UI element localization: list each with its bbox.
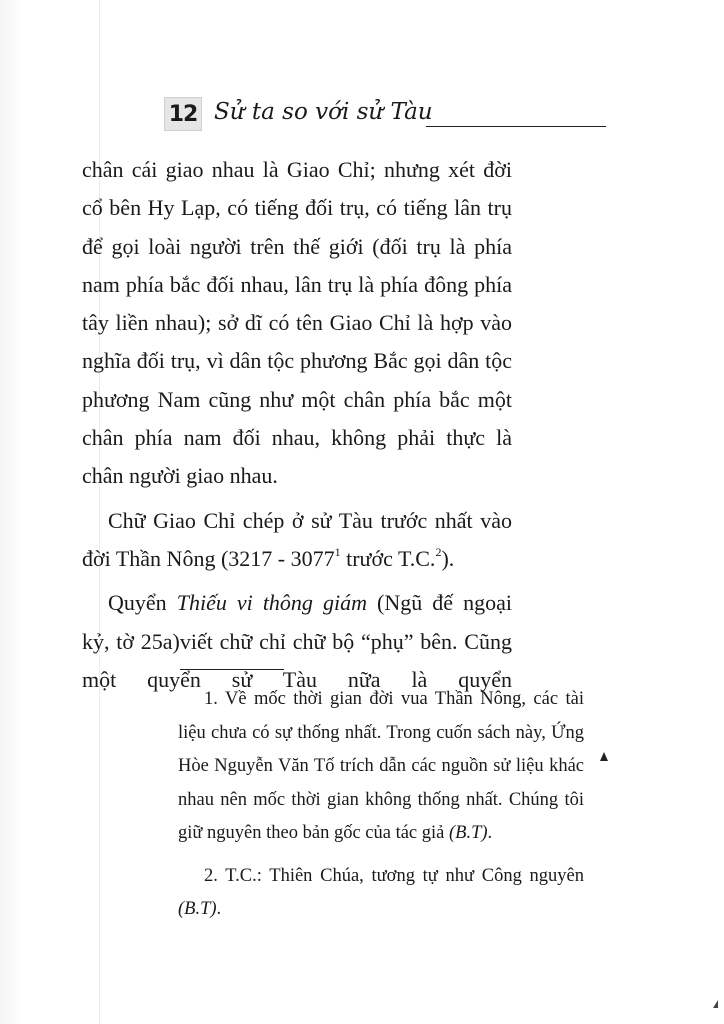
page-number: 12 [164,97,202,131]
paragraph-3 [82,584,512,699]
scan-corner-mark [713,1000,718,1008]
footnote-2-source: (B.T) [178,899,217,919]
footnote-1-end: . [487,823,493,843]
page-header [164,93,620,137]
footnote-ref-1: 1 [334,544,341,559]
footnotes [178,683,584,927]
paragraph-1: chân cái giao nhau là Giao Chỉ; nhưng xét đời cổ bên Hy Lạp, có tiếng đối trụ, có tiếng lân trụ để gọi loài người trên thế giới (đối trụ là phía nam phía bắc đối nhau, lân trụ là phía đông phía tây liền nhau); sở dĩ có tên Giao Chỉ là hợp vào nghĩa đối trụ, vì dân tộc phương Bắc gọi dân tộc phương Nam cũng như một chân phía bắc một chân phía nam đối nhau, không phải thực là chân người giao nhau. [82,157,512,489]
paragraph-2-middle: trước T.C. [340,545,436,571]
footnote-1-text: 1. Về mốc thời gian đời vua Thần Nông, các tài liệu chưa có sự thống nhất. Trong cuốn sách này, Ứng Hòe Nguyễn Văn Tố trích dẫn các nguồn sử liệu khác nhau nên mốc thời gian không thống nhất. Chúng tôi giữ nguyên theo bản gốc của tác giả [178,689,584,843]
paragraph-2 [82,502,512,579]
scan-mark [600,752,608,761]
paragraph-3-rest: (Ngũ đế ngoại kỷ, tờ 25a)viết chữ chỉ chữ bộ “phụ” bên. Cũng một quyển sử Tàu nữa là quyển [82,590,513,692]
scan-left-edge [0,0,22,1024]
paragraph-3-start: Quyển [108,590,177,616]
footnote-rule [180,669,284,670]
footnote-2 [178,860,584,927]
running-title: Sử ta so với sử Tàu [214,99,433,125]
book-title-italic: Thiếu vi thông giám [176,590,367,616]
footnote-ref-2: 2 [435,544,442,559]
footnote-1-source: (B.T) [449,823,488,843]
paragraph-2-text: Chữ Giao Chỉ chép ở sử Tàu trước nhất vào đời Thần Nông (3217 - 3077 [82,507,512,571]
footnote-2-end: . [216,899,222,919]
body-text [82,151,512,699]
footnote-2-text: 2. T.C.: Thiên Chúa, tương tự như Công nguyên [204,865,584,886]
footnote-1 [178,683,584,851]
header-rule [426,126,606,127]
paragraph-2-end: ). [441,545,455,571]
